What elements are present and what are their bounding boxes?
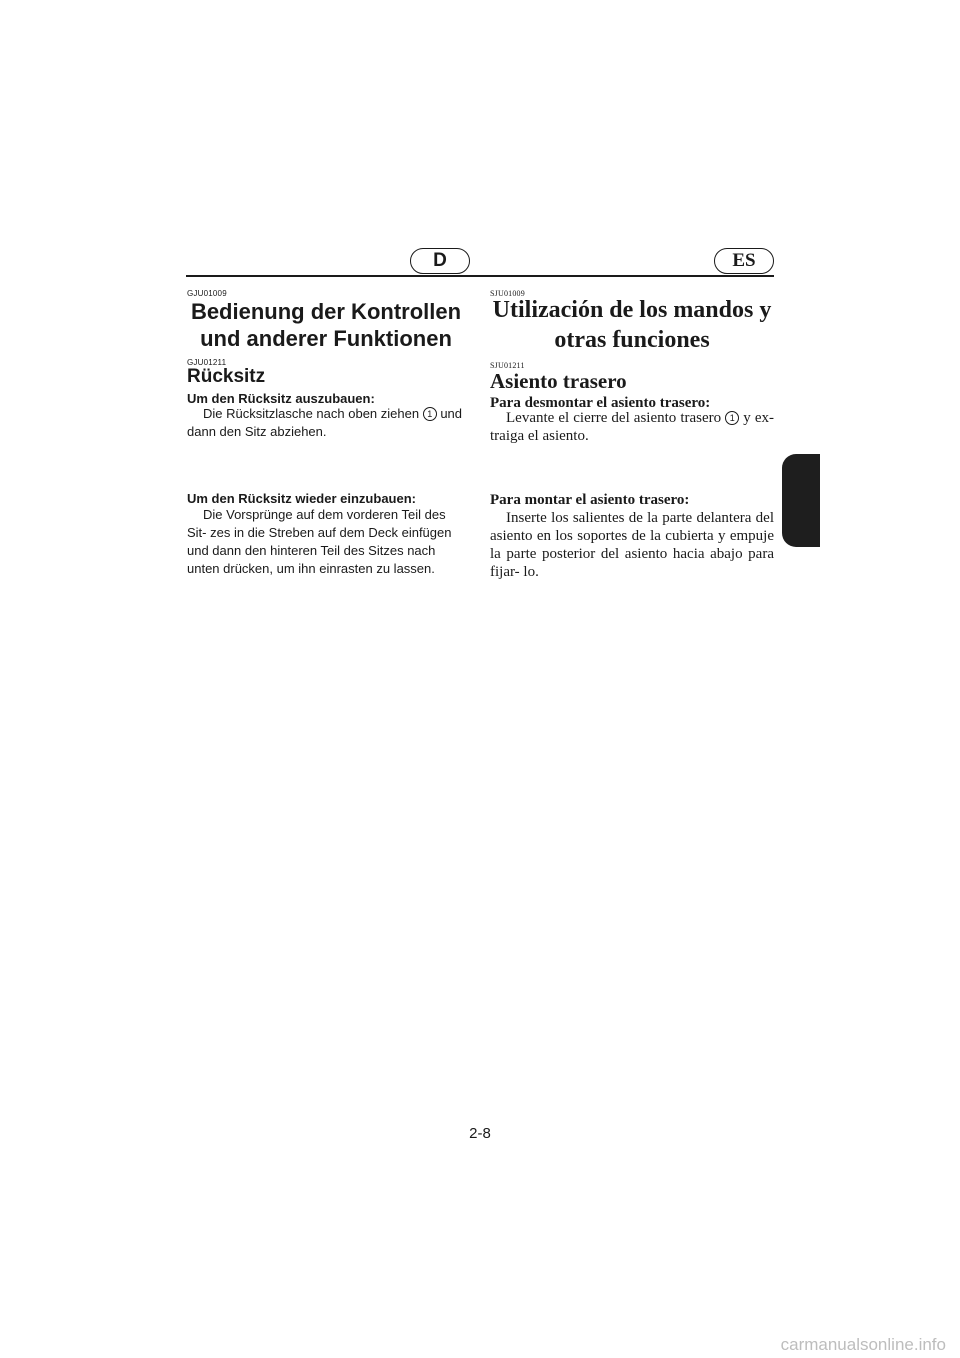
- install-heading: Para montar el asiento trasero:: [490, 492, 690, 508]
- section-title-line-1: Bedienung der Kontrollen: [190, 299, 462, 324]
- page-number: 2-8: [469, 1125, 491, 1142]
- remove-text-end: und dann den Sitz abziehen.: [187, 406, 463, 439]
- language-badge-de: D: [410, 248, 470, 274]
- section-title-line-2: otras funciones: [554, 326, 710, 353]
- section-title-line-1: Utilización de los mandos y: [492, 297, 772, 323]
- remove-text-end: y ex- traiga el asiento.: [490, 410, 775, 444]
- subsection-code: SJU01211: [490, 361, 525, 370]
- watermark: carmanualsonline.info: [780, 1335, 946, 1354]
- chapter-thumb-tab: [782, 454, 820, 547]
- install-instructions: Die Vorsprünge auf dem vorderen Teil des Sit- zes in die Streben auf dem Deck einfügen und dann den hinteren Teil des Sitzes nach unten drücken, um ihn einrasten zu lassen.: [187, 507, 452, 576]
- install-instructions: Inserte los salientes de la parte delantera del asiento en los soportes de la cubierta y empuje la parte posterior del asiento hacia abajo para fijar- lo.: [490, 510, 774, 580]
- remove-heading: Um den Rücksitz auszubauen:: [187, 391, 375, 406]
- section-code: GJU01009: [187, 289, 227, 298]
- section-title: [186, 298, 466, 353]
- remove-instructions: [187, 405, 465, 441]
- section-title: [488, 296, 776, 356]
- subsection-title: Asiento trasero: [490, 369, 627, 393]
- language-badge-es: ES: [714, 248, 774, 274]
- remove-heading: Para desmontar el asiento trasero:: [490, 395, 711, 411]
- subsection-code: GJU01211: [187, 358, 227, 367]
- callout-marker: 1: [423, 407, 437, 421]
- remove-text-start: Die Rücksitzlasche nach oben ziehen: [203, 406, 420, 421]
- section-code: SJU01009: [490, 289, 525, 298]
- header-rule: [186, 275, 774, 277]
- remove-text-start: Levante el cierre del asiento trasero: [506, 410, 722, 426]
- callout-marker: 1: [725, 411, 739, 425]
- remove-instructions: [490, 409, 774, 445]
- section-title-line-2: und anderer Funktionen: [200, 326, 452, 352]
- install-heading: Um den Rücksitz wieder einzubauen:: [187, 491, 416, 506]
- subsection-title: Rücksitz: [187, 366, 266, 387]
